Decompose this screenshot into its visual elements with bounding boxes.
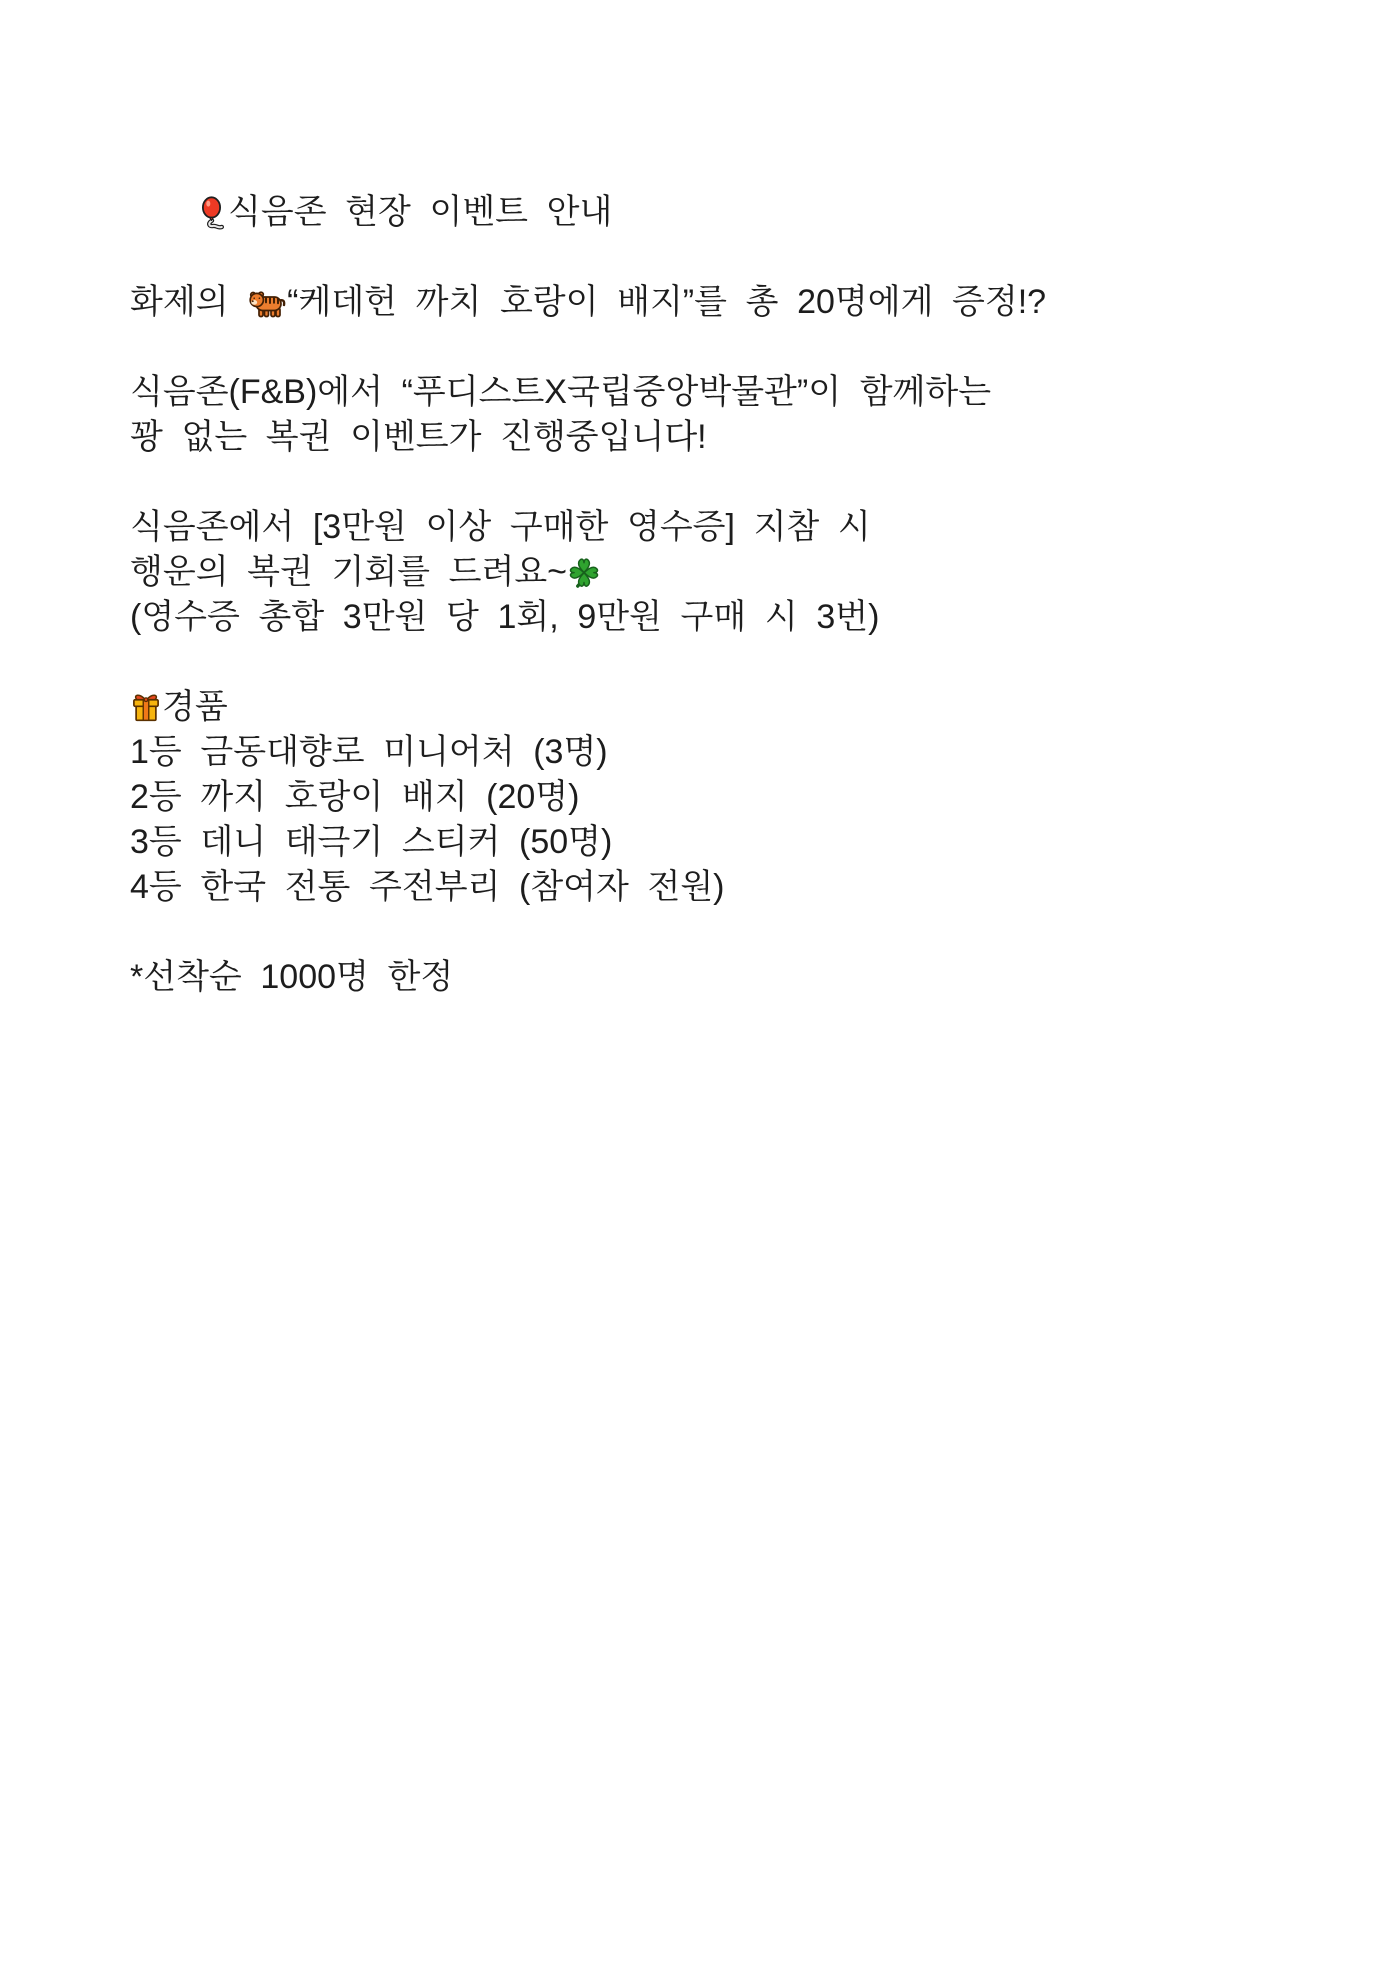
- text-run: 2등 까지 호랑이 배지 (20명): [130, 778, 580, 816]
- text-run: 식음존 현장 이벤트 안내: [228, 193, 613, 231]
- text-line: [130, 280, 1270, 325]
- tiger-icon: [247, 290, 287, 320]
- paragraph: [130, 190, 1270, 235]
- paragraph: [130, 280, 1270, 325]
- text-run: 화제의: [130, 283, 248, 321]
- text-line: [130, 370, 1270, 415]
- text-line: [130, 685, 1270, 730]
- gift-icon: [130, 691, 162, 725]
- text-line: [130, 775, 1270, 820]
- text-line: [130, 730, 1270, 775]
- text-run: 3등 데니 태극기 스티커 (50명): [130, 823, 613, 861]
- text-line: [130, 190, 1270, 235]
- text-run: 꽝 없는 복권 이벤트가 진행중입니다!: [130, 418, 707, 456]
- text-run: 식음존(F&B)에서 “푸디스트X국립중앙박물관”이 함께하는: [130, 373, 992, 411]
- text-line: [130, 415, 1270, 460]
- document-body: [130, 190, 1270, 1045]
- text-line: [130, 595, 1270, 640]
- paragraph: [130, 505, 1270, 640]
- text-run: 4등 한국 전통 주전부리 (참여자 전원): [130, 868, 725, 906]
- paragraph: [130, 685, 1270, 910]
- text-run: (영수증 총합 3만원 당 1회, 9만원 구매 시 3번): [130, 598, 880, 636]
- text-line: [130, 550, 1270, 595]
- text-run: *선착순 1000명 한정: [130, 958, 454, 996]
- paragraph: [130, 370, 1270, 460]
- clover-icon: [567, 556, 601, 590]
- text-line: [130, 955, 1270, 1000]
- balloon-icon: [164, 196, 228, 230]
- text-run: 행운의 복권 기회를 드려요~: [130, 553, 568, 591]
- text-line: [130, 505, 1270, 550]
- text-run: 경품: [162, 688, 228, 726]
- paragraph: [130, 955, 1270, 1000]
- text-run: 식음존에서 [3만원 이상 구매한 영수증] 지참 시: [130, 508, 871, 546]
- text-line: [130, 865, 1270, 910]
- text-line: [130, 820, 1270, 865]
- text-run: “케데헌 까치 호랑이 배지”를 총 20명에게 증정!?: [287, 283, 1047, 321]
- text-run: 1등 금동대향로 미니어처 (3명): [130, 733, 608, 771]
